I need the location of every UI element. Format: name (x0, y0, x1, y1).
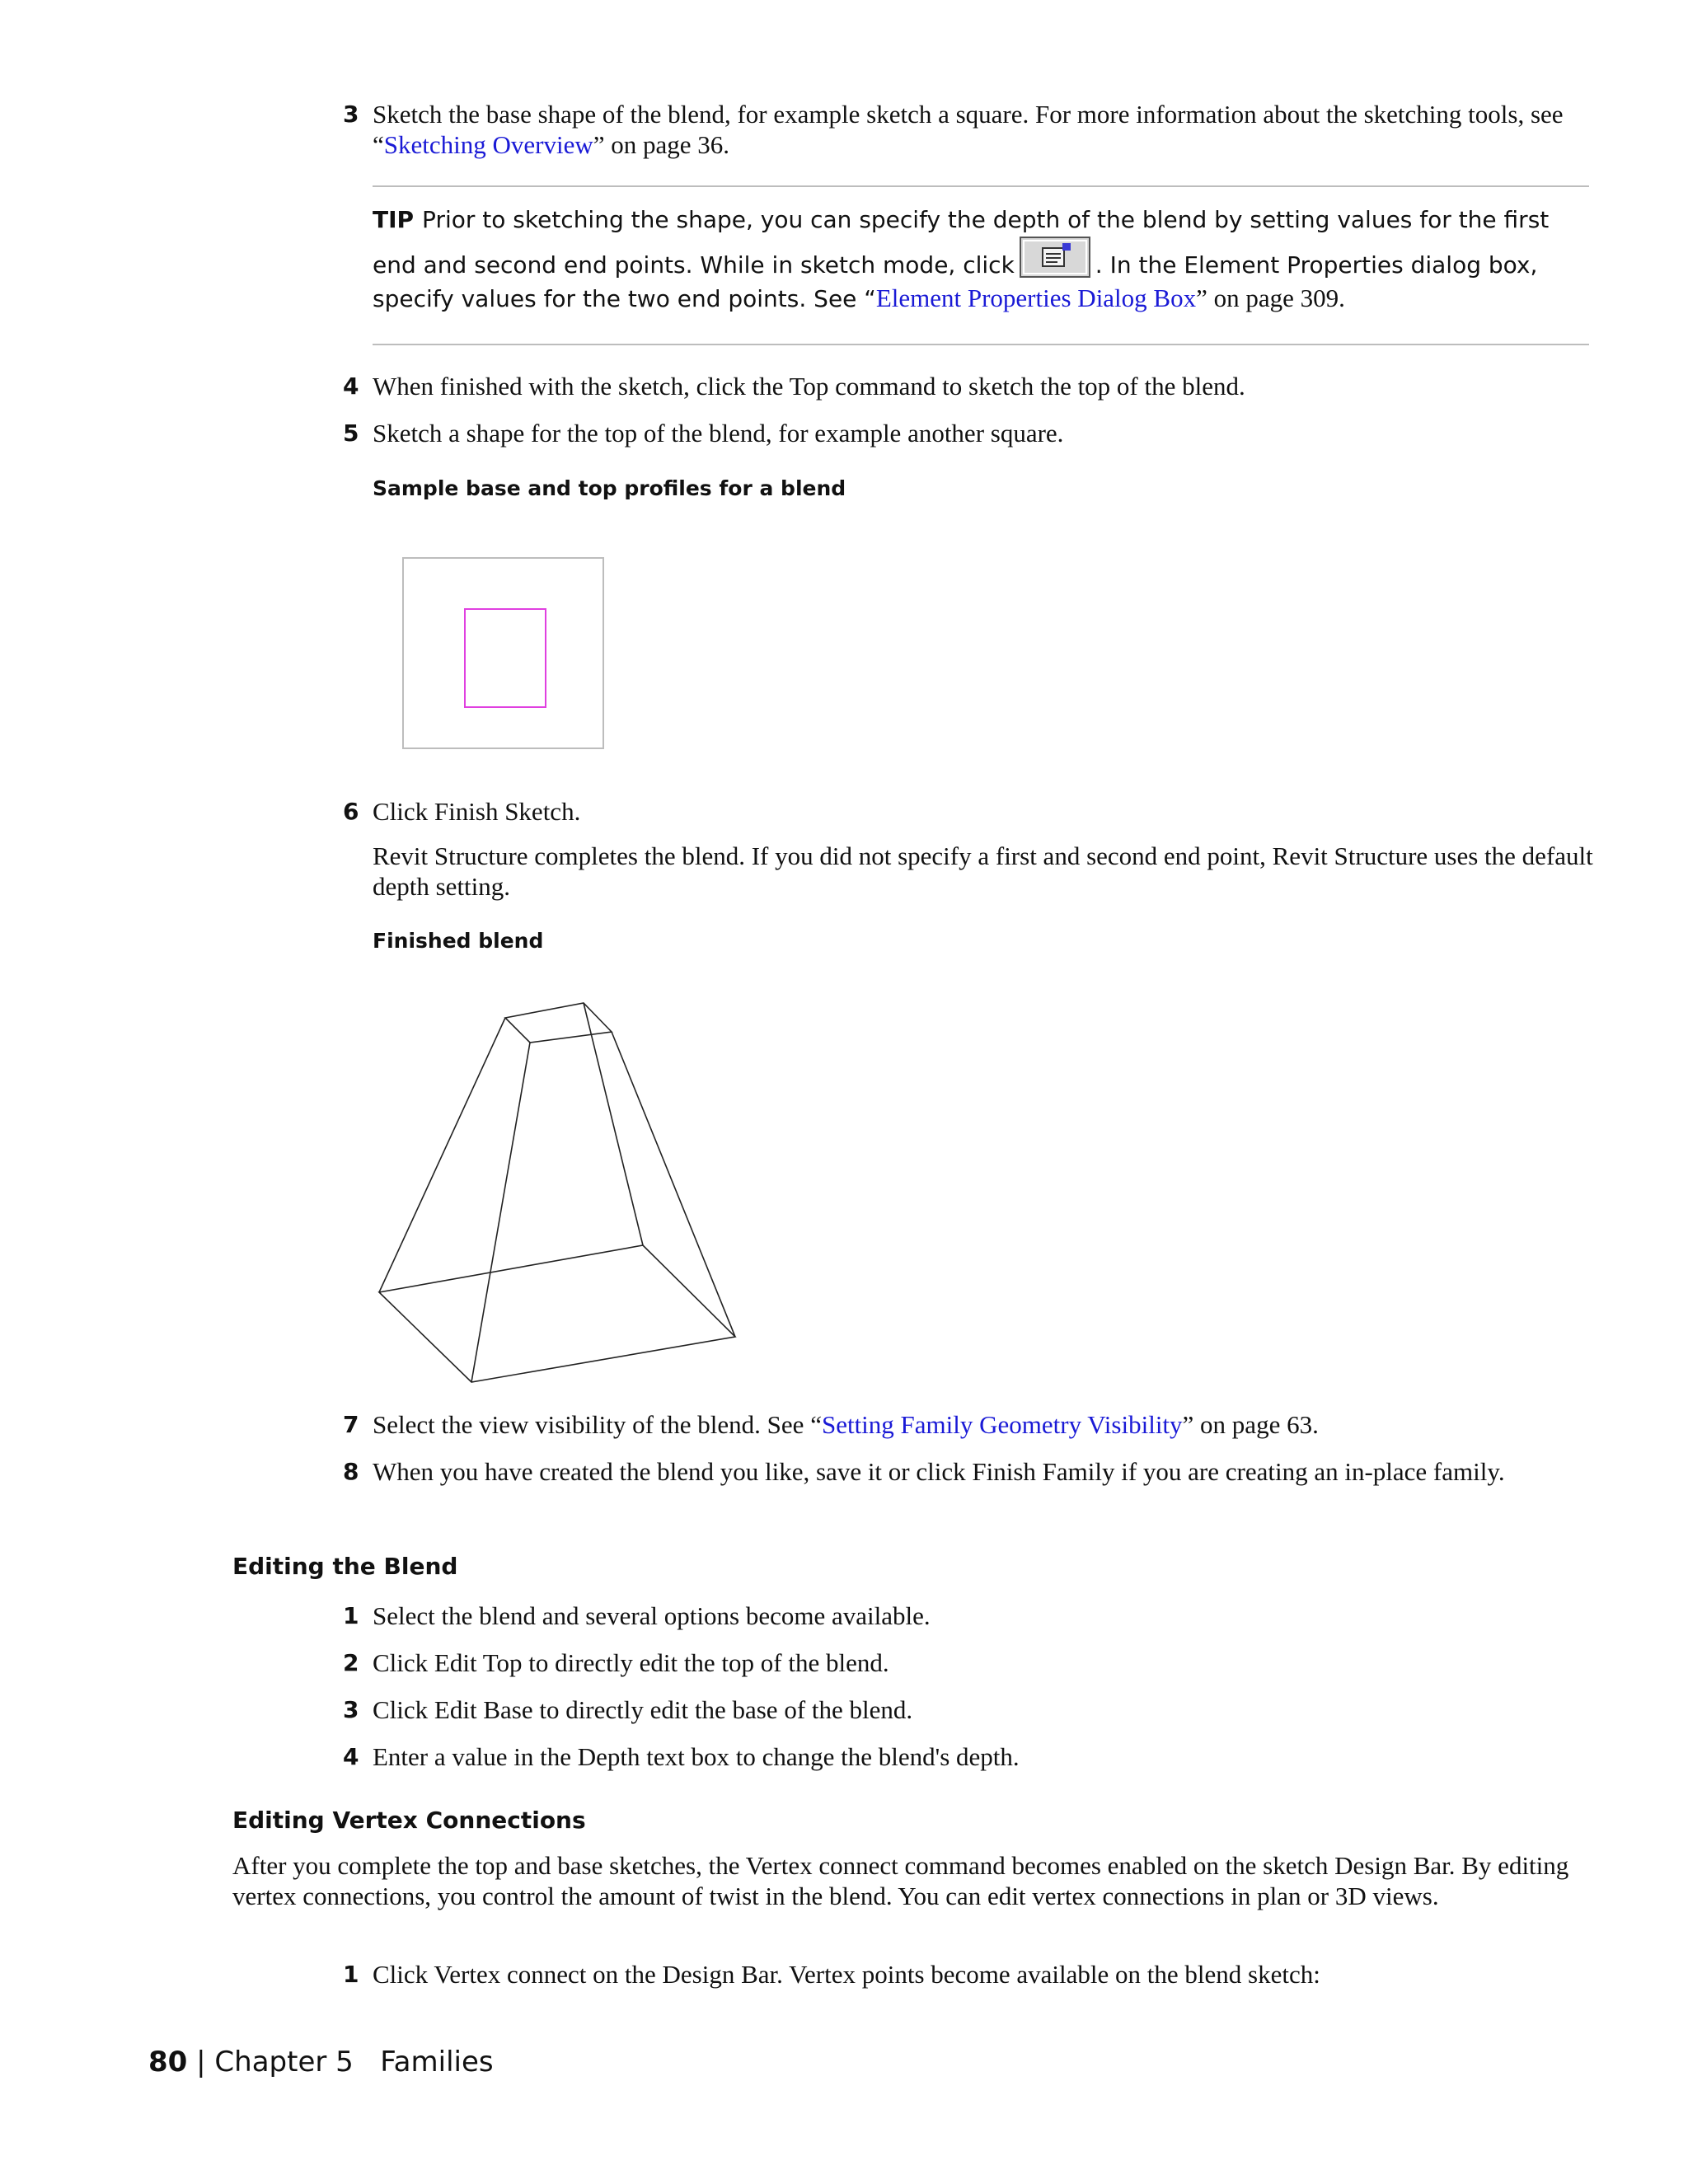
step-4 (343, 371, 1596, 401)
step-text: Click Vertex connect on the Design Bar. Vertex points become available on the blend sketch: (373, 1960, 1320, 1989)
step-text: Select the blend and several options become available. (373, 1601, 931, 1630)
step-number: 7 (343, 1411, 359, 1438)
tip-text-2: . In the Element Properties dialog box, specify values for the two end points. See “ (373, 251, 1538, 312)
vertex-description: After you complete the top and base sketches, the Vertex connect command becomes enabled on the sketch Design Bar. By editing vertex connections, you control the amount of twist in the blend. You can edit vertex connections in plan or 3D views. (232, 1851, 1569, 1910)
page-number: 80 (148, 2046, 188, 2079)
step-number: 3 (343, 1696, 359, 1723)
step-8 (343, 1456, 1596, 1487)
profile-frame (403, 558, 603, 748)
finished-blend-figure (371, 993, 742, 1389)
tip-box (373, 185, 1589, 345)
editing-step-3 (343, 1694, 1596, 1725)
step-number: 8 (343, 1458, 359, 1485)
vertex-step-1 (343, 1959, 1596, 1990)
step-text: Select the view visibility of the blend. See “ (373, 1410, 822, 1439)
step-6 (343, 796, 1596, 827)
step-number: 2 (343, 1649, 359, 1676)
editing-step-2 (343, 1647, 1596, 1678)
footer-chapter: Chapter 5 (214, 2046, 354, 2079)
step-number: 4 (343, 373, 359, 400)
tip-text-1: Prior to sketching the shape, you can specify the depth of the blend by setting values for the first end and second end points. While in sketch mode, click (373, 206, 1550, 279)
element-properties-icon[interactable] (1020, 237, 1090, 278)
step-text: When finished with the sketch, click the Top command to sketch the top of the blend. (373, 372, 1245, 401)
tip-label: TIP (373, 206, 415, 233)
step-6-description: Revit Structure completes the blend. If you did not specify a first and second end point, Revit Structure uses the default depth setting. (373, 841, 1593, 901)
blend-wireframe (379, 1003, 735, 1382)
step-number: 3 (343, 101, 359, 128)
footer-title: Families (380, 2046, 494, 2079)
step-text: Click Edit Top to directly edit the top of the blend. (373, 1648, 889, 1677)
tip-text-3: ” on page 309. (1196, 284, 1345, 312)
figure-caption-profiles: Sample base and top profiles for a blend (373, 476, 846, 500)
step-number: 1 (343, 1602, 359, 1629)
step-number: 1 (343, 1961, 359, 1988)
tip-text (373, 204, 1589, 316)
step-text: Click Finish Sketch. (373, 797, 581, 826)
step-text: Sketch a shape for the top of the blend, for example another square. (373, 419, 1064, 448)
link-setting-family-geometry-visibility[interactable]: Setting Family Geometry Visibility (821, 1410, 1183, 1439)
step-text: Sketch the base shape of the blend, for example sketch a square. For more information about the sketching tools, see “ (373, 100, 1564, 159)
figure-caption-finished-blend: Finished blend (373, 929, 544, 953)
profiles-figure (402, 557, 605, 750)
step-3 (343, 99, 1596, 160)
step-7 (343, 1409, 1596, 1440)
heading-editing-the-blend: Editing the Blend (232, 1553, 458, 1580)
step-number: 6 (343, 798, 359, 825)
footer-separator: | (196, 2046, 206, 2079)
step-text-suffix: ” on page 63. (1182, 1410, 1319, 1439)
step-text: Click Edit Base to directly edit the base of the blend. (373, 1695, 913, 1724)
step-5 (343, 418, 1596, 448)
step-number: 5 (343, 419, 359, 447)
editing-step-4 (343, 1741, 1596, 1772)
step-text: Enter a value in the Depth text box to change the blend's depth. (373, 1742, 1020, 1771)
step-text: When you have created the blend you like, save it or click Finish Family if you are creating an in-place family. (373, 1457, 1505, 1486)
heading-editing-vertex-connections: Editing Vertex Connections (232, 1807, 586, 1834)
step-number: 4 (343, 1743, 359, 1770)
page-footer (148, 2046, 494, 2079)
link-sketching-overview[interactable]: Sketching Overview (383, 130, 593, 159)
editing-step-1 (343, 1601, 1596, 1631)
step-text-suffix: ” on page 36. (593, 130, 730, 159)
link-element-properties-dialog-box[interactable]: Element Properties Dialog Box (875, 284, 1197, 312)
